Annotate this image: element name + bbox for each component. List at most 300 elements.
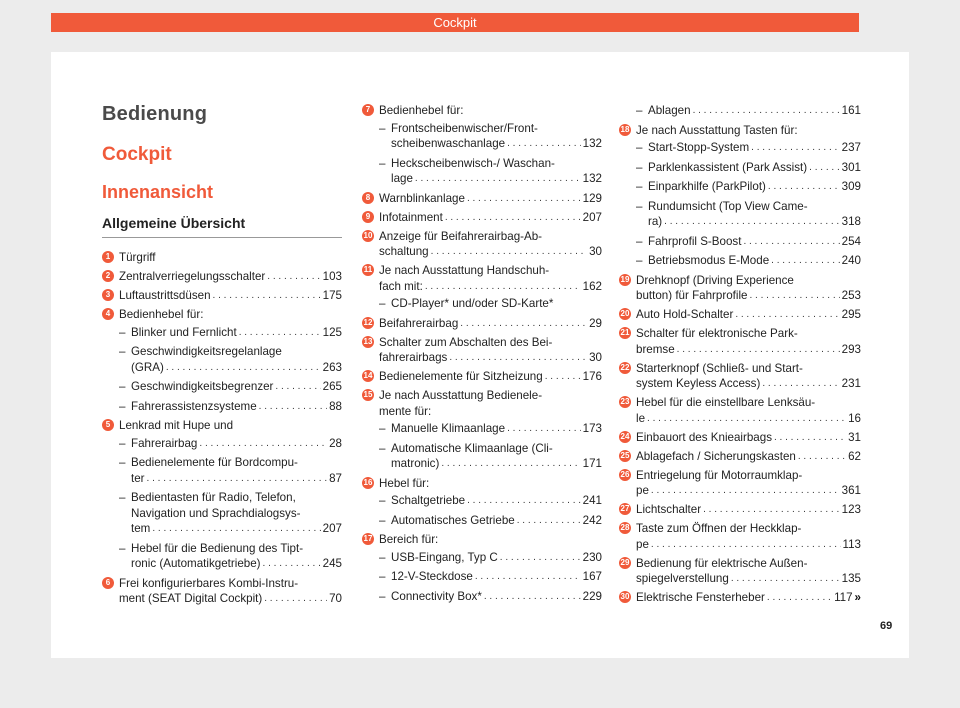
entry-text: Anzeige für Beifahrerairbag-Ab- bbox=[379, 229, 543, 243]
entry-text: Parklenkassistent (Park Assist) bbox=[648, 160, 808, 174]
leader-dots bbox=[441, 456, 580, 472]
page-ref[interactable]: 29 bbox=[589, 316, 602, 330]
sub-entry bbox=[379, 493, 602, 509]
page-ref[interactable]: 16 bbox=[848, 411, 861, 425]
leader-dots bbox=[152, 521, 320, 537]
entry-text: ronic (Automatikgetriebe) bbox=[131, 557, 261, 570]
leader-dots bbox=[751, 140, 839, 156]
entry-text: Hebel für die einstellbare Lenksäu- bbox=[636, 396, 816, 409]
entry-text: Navigation und Sprachdialogsys- bbox=[131, 506, 301, 520]
leader-dots bbox=[762, 376, 839, 392]
entry-text: Einparkhilfe (ParkPilot) bbox=[648, 180, 766, 193]
sub-list bbox=[379, 121, 602, 187]
entry-line bbox=[119, 418, 342, 434]
number-badge: 19 bbox=[620, 274, 630, 284]
entry-text: Fahrerairbag bbox=[131, 436, 198, 450]
page-ref[interactable]: 253 bbox=[841, 289, 861, 302]
dash-bullet: – bbox=[379, 570, 386, 583]
number-badge: 7 bbox=[362, 104, 374, 116]
page-ref[interactable]: 241 bbox=[582, 494, 602, 507]
entry-line bbox=[391, 296, 602, 312]
page-ref[interactable]: 31 bbox=[848, 430, 861, 444]
dash-bullet: – bbox=[636, 199, 643, 213]
entry-line bbox=[636, 288, 861, 304]
leader-dots bbox=[545, 369, 581, 385]
index-entry-1 bbox=[102, 250, 342, 266]
entry-text: Drehknopf (Driving Experience bbox=[636, 273, 794, 287]
entry-line bbox=[379, 279, 602, 295]
index-list-2 bbox=[362, 103, 602, 604]
page-ref[interactable]: 265 bbox=[322, 380, 342, 393]
page-ref[interactable]: 88 bbox=[329, 399, 342, 413]
entry-text: Infotainment bbox=[379, 210, 443, 224]
sub-entry bbox=[119, 490, 342, 537]
entry-line bbox=[131, 436, 342, 452]
sub-list bbox=[379, 550, 602, 605]
sub-entry bbox=[379, 156, 602, 187]
entry-line bbox=[391, 456, 602, 472]
index-list-1 bbox=[102, 250, 342, 607]
number-badge: 2 bbox=[102, 270, 114, 282]
page-ref[interactable]: 301 bbox=[841, 160, 861, 174]
number-badge: 10 bbox=[363, 230, 373, 240]
entry-line bbox=[131, 399, 342, 415]
page-ref[interactable]: 361 bbox=[841, 484, 861, 497]
sub-list bbox=[119, 325, 342, 415]
page-ref[interactable]: 162 bbox=[582, 279, 602, 293]
leader-dots bbox=[651, 537, 841, 553]
entry-text: Auto Hold-Schalter bbox=[636, 308, 734, 321]
page-ref[interactable]: 176 bbox=[582, 370, 602, 383]
entry-line bbox=[379, 532, 602, 548]
page-ref[interactable]: 237 bbox=[841, 141, 861, 154]
sub-entry bbox=[379, 441, 602, 472]
index-entry-13 bbox=[362, 335, 602, 366]
entry-text: scheibenwaschanlage bbox=[391, 137, 506, 150]
page-ref[interactable]: 240 bbox=[841, 254, 861, 267]
index-entry-3 bbox=[102, 288, 342, 304]
page-ref[interactable]: 113 bbox=[842, 537, 861, 551]
leader-dots bbox=[647, 411, 846, 427]
page-ref[interactable]: 125 bbox=[322, 325, 342, 339]
dash-bullet: – bbox=[379, 422, 386, 435]
page-ref[interactable]: 132 bbox=[582, 137, 602, 150]
leader-dots bbox=[500, 550, 581, 566]
number-badge: 26 bbox=[620, 469, 630, 479]
index-entry-19 bbox=[619, 273, 861, 304]
entry-text: schaltung bbox=[379, 245, 429, 258]
page-ref[interactable]: 173 bbox=[582, 422, 602, 435]
entry-text: tem bbox=[131, 522, 151, 535]
index-list-3 bbox=[619, 123, 861, 606]
page-ref[interactable]: 123 bbox=[841, 503, 861, 516]
index-entry-23 bbox=[619, 395, 861, 426]
column-2 bbox=[362, 103, 602, 608]
sub-list bbox=[379, 296, 602, 312]
column-3 bbox=[619, 103, 861, 609]
entry-line bbox=[648, 253, 861, 269]
entry-line bbox=[119, 269, 342, 285]
number-badge: 29 bbox=[620, 557, 630, 567]
entry-line bbox=[636, 537, 861, 553]
entry-text: Connectivity Box* bbox=[391, 589, 482, 603]
page-ref[interactable]: 30 bbox=[589, 351, 602, 364]
entry-text: Schalter für elektronische Park- bbox=[636, 327, 798, 340]
index-entry-21 bbox=[619, 326, 861, 357]
dash-bullet: – bbox=[379, 121, 386, 135]
entry-line bbox=[636, 430, 861, 446]
entry-text: Ablagefach / Sicherungskasten bbox=[636, 449, 796, 463]
page-ref[interactable]: 62 bbox=[848, 449, 861, 463]
index-entry-24 bbox=[619, 430, 861, 446]
entry-text: Bedienelemente für Bordcompu- bbox=[131, 456, 298, 469]
index-entry-7 bbox=[362, 103, 602, 187]
column-1 bbox=[102, 103, 342, 610]
entry-line bbox=[648, 140, 861, 156]
entry-line bbox=[636, 502, 861, 518]
entry-line bbox=[391, 136, 602, 152]
page-ref[interactable]: 161 bbox=[841, 104, 861, 117]
page-ref[interactable]: 254 bbox=[841, 234, 861, 248]
number-badge: 30 bbox=[620, 592, 630, 601]
entry-text: Hebel für: bbox=[379, 476, 430, 490]
page-number: 69 bbox=[880, 620, 893, 632]
number-badge: 28 bbox=[620, 523, 630, 532]
page-ref[interactable]: 318 bbox=[841, 215, 861, 228]
entry-line bbox=[119, 288, 342, 304]
index-entry-14 bbox=[362, 369, 602, 385]
sub-list bbox=[379, 421, 602, 472]
number-badge: 3 bbox=[102, 289, 114, 301]
sub-entry bbox=[119, 541, 342, 572]
page-ref[interactable]: 229 bbox=[582, 589, 602, 603]
page-ref[interactable]: 70 bbox=[329, 592, 342, 605]
number-badge: 22 bbox=[620, 362, 630, 372]
index-entry-12 bbox=[362, 316, 602, 332]
entry-line bbox=[131, 521, 342, 537]
leader-dots bbox=[475, 569, 581, 585]
number-badge: 18 bbox=[620, 124, 630, 134]
sub-entry bbox=[636, 199, 861, 230]
entry-text: Fahrprofil S-Boost bbox=[648, 234, 742, 248]
dash-bullet: – bbox=[379, 494, 386, 507]
leader-dots bbox=[431, 244, 587, 260]
sub-entry bbox=[636, 160, 861, 176]
sub-entry bbox=[119, 399, 342, 415]
leader-dots bbox=[749, 288, 839, 304]
entry-line bbox=[379, 191, 602, 207]
number-badge: 23 bbox=[620, 397, 630, 406]
page-ref[interactable]: 230 bbox=[582, 550, 602, 564]
dash-bullet: – bbox=[636, 234, 643, 248]
leader-dots bbox=[213, 288, 321, 304]
entry-text: Bereich für: bbox=[379, 533, 439, 546]
entry-line bbox=[379, 103, 602, 119]
entry-text: Je nach Ausstattung Tasten für: bbox=[636, 123, 798, 137]
sub-entry bbox=[119, 344, 342, 375]
number-badge: 4 bbox=[102, 308, 114, 320]
page-ref[interactable]: 117 bbox=[834, 591, 853, 604]
entry-line bbox=[648, 214, 861, 230]
entry-text: Einbauort des Knieairbags bbox=[636, 430, 772, 444]
entry-line bbox=[648, 103, 861, 119]
index-entry-11 bbox=[362, 263, 602, 312]
dash-bullet: – bbox=[636, 180, 643, 193]
entry-text: pe bbox=[636, 537, 649, 551]
entry-line bbox=[636, 123, 861, 139]
index-entry-8 bbox=[362, 191, 602, 207]
sub-list bbox=[379, 493, 602, 528]
number-badge: 14 bbox=[363, 371, 373, 380]
entry-line bbox=[119, 591, 342, 607]
number-badge: 21 bbox=[620, 328, 630, 337]
number-badge: 17 bbox=[363, 534, 373, 543]
index-entry-29 bbox=[619, 556, 861, 587]
leader-dots bbox=[239, 325, 321, 341]
leader-dots bbox=[275, 379, 320, 395]
index-entry-28 bbox=[619, 521, 861, 552]
entry-line bbox=[636, 307, 861, 323]
leader-dots bbox=[771, 253, 840, 269]
entry-text: Fahrerassistenzsysteme bbox=[131, 399, 257, 413]
leader-dots bbox=[774, 430, 846, 446]
entry-text: ter bbox=[131, 471, 145, 485]
entry-line bbox=[648, 160, 861, 176]
entry-text: Betriebsmodus E-Mode bbox=[648, 254, 770, 267]
entry-line bbox=[131, 325, 342, 341]
page-ref[interactable]: 129 bbox=[582, 191, 602, 205]
entry-line bbox=[636, 449, 861, 465]
entry-line bbox=[636, 571, 861, 587]
heading-bedienung: Bedienung bbox=[102, 103, 208, 125]
entry-text: Geschwindigkeitsbegrenzer bbox=[131, 380, 274, 393]
leader-dots bbox=[693, 103, 840, 119]
index-entry-25 bbox=[619, 449, 861, 465]
entry-text: le bbox=[636, 411, 646, 425]
number-badge: 15 bbox=[363, 390, 373, 399]
index-entry-26 bbox=[619, 468, 861, 499]
page-ref[interactable]: 295 bbox=[841, 308, 861, 321]
index-entry-15 bbox=[362, 388, 602, 472]
page-ref[interactable]: 207 bbox=[322, 522, 342, 535]
entry-text: Entriegelung für Motorraumklap- bbox=[636, 468, 803, 482]
entry-text: Je nach Ausstattung Handschuh- bbox=[379, 264, 550, 277]
sub-list bbox=[636, 140, 861, 269]
entry-line bbox=[391, 493, 602, 509]
number-badge: 16 bbox=[363, 477, 373, 487]
dash-bullet: – bbox=[119, 541, 126, 555]
sub-entry bbox=[636, 103, 861, 119]
leader-dots bbox=[517, 513, 581, 529]
number-badge: 25 bbox=[620, 450, 630, 460]
entry-line bbox=[379, 210, 602, 226]
entry-line bbox=[391, 569, 602, 585]
index-entry-10 bbox=[362, 229, 602, 260]
index-entry-20 bbox=[619, 307, 861, 323]
index-entry-18 bbox=[619, 123, 861, 269]
leader-dots bbox=[147, 471, 328, 487]
index-entry-16 bbox=[362, 476, 602, 529]
dash-bullet: – bbox=[119, 325, 126, 339]
leader-dots bbox=[425, 279, 581, 295]
entry-line bbox=[379, 350, 602, 366]
entry-text: 12-V-Steckdose bbox=[391, 570, 473, 583]
page-ref[interactable]: 245 bbox=[322, 557, 342, 570]
page-ref[interactable]: 309 bbox=[841, 180, 861, 193]
leader-dots bbox=[507, 421, 581, 437]
entry-text: ra) bbox=[648, 215, 663, 228]
page-ref[interactable]: 132 bbox=[582, 172, 602, 185]
number-badge: 24 bbox=[620, 431, 630, 441]
page-ref[interactable]: 103 bbox=[322, 270, 342, 283]
number-badge: 1 bbox=[102, 251, 114, 263]
banner-title: Cockpit bbox=[433, 15, 477, 30]
dash-bullet: – bbox=[379, 550, 386, 564]
entry-text: Heckscheibenwisch-/ Waschan- bbox=[391, 156, 555, 170]
page-ref[interactable]: 171 bbox=[582, 457, 602, 470]
entry-text: Zentralverriegelungsschalter bbox=[119, 270, 266, 283]
page-ref[interactable]: 135 bbox=[841, 572, 861, 585]
entry-text: Bedienung für elektrische Außen- bbox=[636, 556, 808, 570]
page-ref[interactable]: 175 bbox=[322, 289, 342, 302]
dash-bullet: – bbox=[379, 513, 386, 527]
number-badge: 9 bbox=[362, 211, 374, 223]
page-ref[interactable]: 207 bbox=[582, 210, 602, 224]
entry-line bbox=[636, 342, 861, 358]
sub-entry bbox=[636, 179, 861, 195]
leader-dots bbox=[199, 436, 327, 452]
leader-dots bbox=[731, 571, 840, 587]
leader-dots bbox=[664, 214, 839, 230]
entry-line bbox=[131, 556, 342, 572]
entry-text: Türgriff bbox=[119, 251, 156, 264]
number-badge: 11 bbox=[363, 265, 373, 274]
page-ref[interactable]: 242 bbox=[582, 513, 602, 527]
entry-text: Lenkrad mit Hupe und bbox=[119, 419, 234, 432]
page-ref[interactable]: 167 bbox=[582, 570, 602, 583]
heading-overview: Allgemeine Übersicht bbox=[102, 215, 342, 238]
sub-entry bbox=[379, 513, 602, 529]
entry-text: Bedienhebel für: bbox=[119, 308, 204, 321]
entry-text: USB-Eingang, Typ C bbox=[391, 550, 498, 564]
leader-dots bbox=[651, 483, 840, 499]
entry-line bbox=[636, 483, 861, 499]
leader-dots bbox=[768, 179, 840, 195]
entry-text: Ablagen bbox=[648, 104, 691, 117]
entry-text: Beifahrerairbag bbox=[379, 316, 459, 330]
dash-bullet: – bbox=[119, 345, 126, 358]
page-ref[interactable]: 87 bbox=[329, 471, 342, 485]
entry-text: fahrerairbags bbox=[379, 351, 448, 364]
heading-cockpit: Cockpit bbox=[102, 144, 172, 165]
entry-line bbox=[379, 476, 602, 492]
leader-dots bbox=[259, 399, 327, 415]
leader-dots bbox=[798, 449, 846, 465]
entry-line bbox=[391, 171, 602, 187]
entry-text: Lichtschalter bbox=[636, 503, 702, 516]
entry-line bbox=[636, 376, 861, 392]
dash-bullet: – bbox=[636, 141, 643, 154]
entry-line bbox=[119, 307, 342, 323]
index-entry-30 bbox=[619, 590, 861, 606]
entry-text: ment (SEAT Digital Cockpit) bbox=[119, 592, 263, 605]
dash-bullet: – bbox=[379, 297, 386, 310]
leader-dots bbox=[743, 234, 839, 250]
index-entry-6 bbox=[102, 576, 342, 607]
page-ref[interactable]: 28 bbox=[329, 436, 342, 450]
sub-entry bbox=[119, 379, 342, 395]
entry-text: Rundumsicht (Top View Came- bbox=[648, 199, 808, 213]
leader-dots bbox=[449, 350, 587, 366]
leader-dots bbox=[467, 493, 581, 509]
leader-dots bbox=[445, 210, 581, 226]
dash-bullet: – bbox=[636, 254, 643, 267]
dash-bullet: – bbox=[119, 456, 126, 469]
sub-entry bbox=[379, 550, 602, 566]
entry-text: Automatisches Getriebe bbox=[391, 513, 515, 527]
index-entry-4 bbox=[102, 307, 342, 414]
entry-text: CD-Player* und/oder SD-Karte* bbox=[391, 297, 554, 310]
dash-bullet: – bbox=[379, 589, 386, 603]
dash-bullet: – bbox=[636, 104, 643, 117]
sub-entry bbox=[119, 455, 342, 486]
entry-text: Hebel für die Bedienung des Tipt- bbox=[131, 541, 304, 555]
entry-text: button) für Fahrprofile bbox=[636, 289, 748, 302]
entry-text: Manuelle Klimaanlage bbox=[391, 422, 506, 435]
sub-entry bbox=[119, 325, 342, 341]
dash-bullet: – bbox=[379, 441, 386, 455]
sub-entry bbox=[379, 121, 602, 152]
entry-line bbox=[648, 179, 861, 195]
entry-line bbox=[379, 244, 602, 260]
dash-bullet: – bbox=[119, 436, 126, 450]
entry-text: Schaltgetriebe bbox=[391, 494, 466, 507]
number-badge: 27 bbox=[620, 504, 630, 513]
leader-dots bbox=[415, 171, 581, 187]
leader-dots bbox=[735, 307, 839, 323]
entry-text: Start-Stopp-System bbox=[648, 141, 750, 154]
entry-text: Frontscheibenwischer/Front- bbox=[391, 121, 538, 135]
entry-text: Warnblinkanlage bbox=[379, 191, 465, 205]
leader-dots bbox=[484, 589, 581, 605]
leader-dots bbox=[460, 316, 587, 332]
page-ref[interactable]: 30 bbox=[589, 245, 602, 258]
entry-text: Starterknopf (Schließ- und Start- bbox=[636, 361, 803, 375]
entry-text: Elektrische Fensterheber bbox=[636, 591, 765, 604]
leader-dots bbox=[166, 360, 321, 376]
continued-icon: » bbox=[854, 591, 861, 604]
index-entry-5 bbox=[102, 418, 342, 572]
entry-line bbox=[636, 411, 861, 427]
page-ref[interactable]: 263 bbox=[322, 360, 342, 374]
sub-entry bbox=[636, 234, 861, 250]
page-ref[interactable]: 231 bbox=[841, 377, 861, 390]
page-ref[interactable]: 293 bbox=[841, 342, 861, 356]
number-badge: 12 bbox=[363, 317, 373, 327]
entry-line bbox=[391, 550, 602, 566]
heading-innenansicht: Innenansicht bbox=[102, 182, 214, 202]
sub-entry bbox=[636, 140, 861, 156]
index-entry-22 bbox=[619, 361, 861, 392]
sub-entry bbox=[379, 296, 602, 312]
number-badge: 20 bbox=[620, 309, 630, 318]
sub-entry bbox=[119, 436, 342, 452]
leader-dots bbox=[267, 269, 320, 285]
number-badge: 8 bbox=[362, 192, 374, 204]
entry-text: Taste zum Öffnen der Heckklap- bbox=[636, 522, 802, 535]
number-badge: 6 bbox=[102, 577, 114, 589]
leader-dots bbox=[264, 591, 327, 607]
